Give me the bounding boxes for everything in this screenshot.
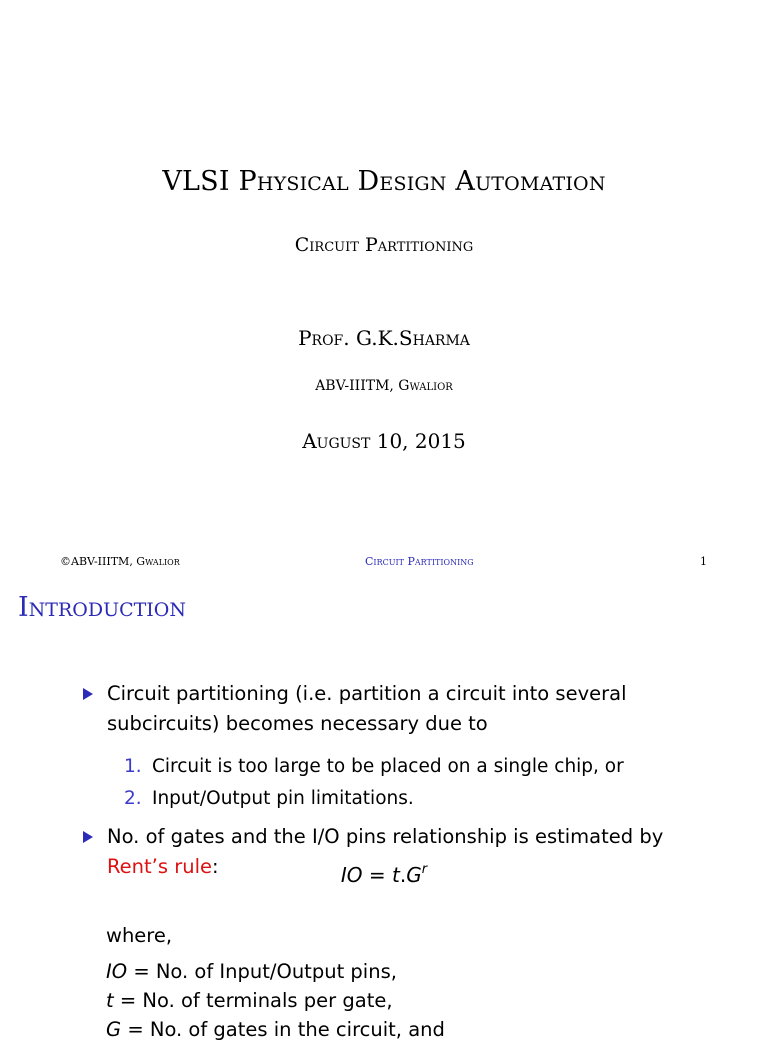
bullet-text: No. of gates and the I/O pins relationship is estimated by (107, 825, 664, 848)
definition-text: = No. of gates in the circuit, and (127, 1018, 445, 1041)
enum-item (124, 754, 724, 780)
formula-g: G (406, 863, 422, 887)
slide-footer (0, 555, 768, 573)
introduction-slide (0, 580, 768, 1041)
formula-exponent: r (421, 862, 428, 877)
bullet-text: Circuit partitioning (i.e. partition a circuit into several subcircuits) becomes necessary due to (107, 682, 627, 735)
definition-symbol: IO (106, 960, 128, 983)
enum-text: Input/Output pin limitations. (152, 788, 414, 809)
colon: : (212, 855, 219, 878)
author-name: Prof. G.K.Sharma (298, 326, 470, 350)
bullet-item (80, 679, 740, 739)
triangle-bullet-icon (83, 831, 93, 843)
enum-text: Circuit is too large to be placed on a single chip, or (152, 756, 624, 777)
footer-copyright: ©ABV-IIITM, Gwalior (60, 555, 180, 568)
institute-name: ABV-IIITM, Gwalior (315, 378, 453, 394)
definition-row (106, 958, 397, 986)
definition-symbol: t (106, 989, 114, 1012)
footer-page-number: 1 (700, 555, 707, 568)
enum-number: 1. (124, 756, 142, 777)
formula-t: t (392, 863, 400, 887)
frame-title: Introduction (18, 592, 187, 623)
formula-io: IO (340, 863, 363, 887)
enum-item (124, 786, 724, 812)
presentation-date: August 10, 2015 (302, 429, 466, 453)
formula-dot: . (399, 863, 407, 887)
definition-text: = No. of terminals per gate, (119, 989, 393, 1012)
rents-rule-formula (0, 863, 768, 887)
definition-text: = No. of Input/Output pins, (133, 960, 397, 983)
footer-section-link[interactable]: Circuit Partitioning (365, 555, 474, 568)
triangle-bullet-icon (83, 688, 93, 700)
presentation-title: VLSI Physical Design Automation (162, 166, 606, 197)
definition-row (106, 1016, 445, 1044)
presentation-subtitle: Circuit Partitioning (294, 234, 474, 256)
definition-symbol: G (106, 1018, 122, 1041)
where-label: where, (106, 924, 173, 947)
definition-row (106, 987, 393, 1015)
rents-rule-link[interactable]: Rent’s rule (107, 855, 213, 878)
enum-number: 2. (124, 788, 142, 809)
formula-equals: = (368, 863, 386, 887)
